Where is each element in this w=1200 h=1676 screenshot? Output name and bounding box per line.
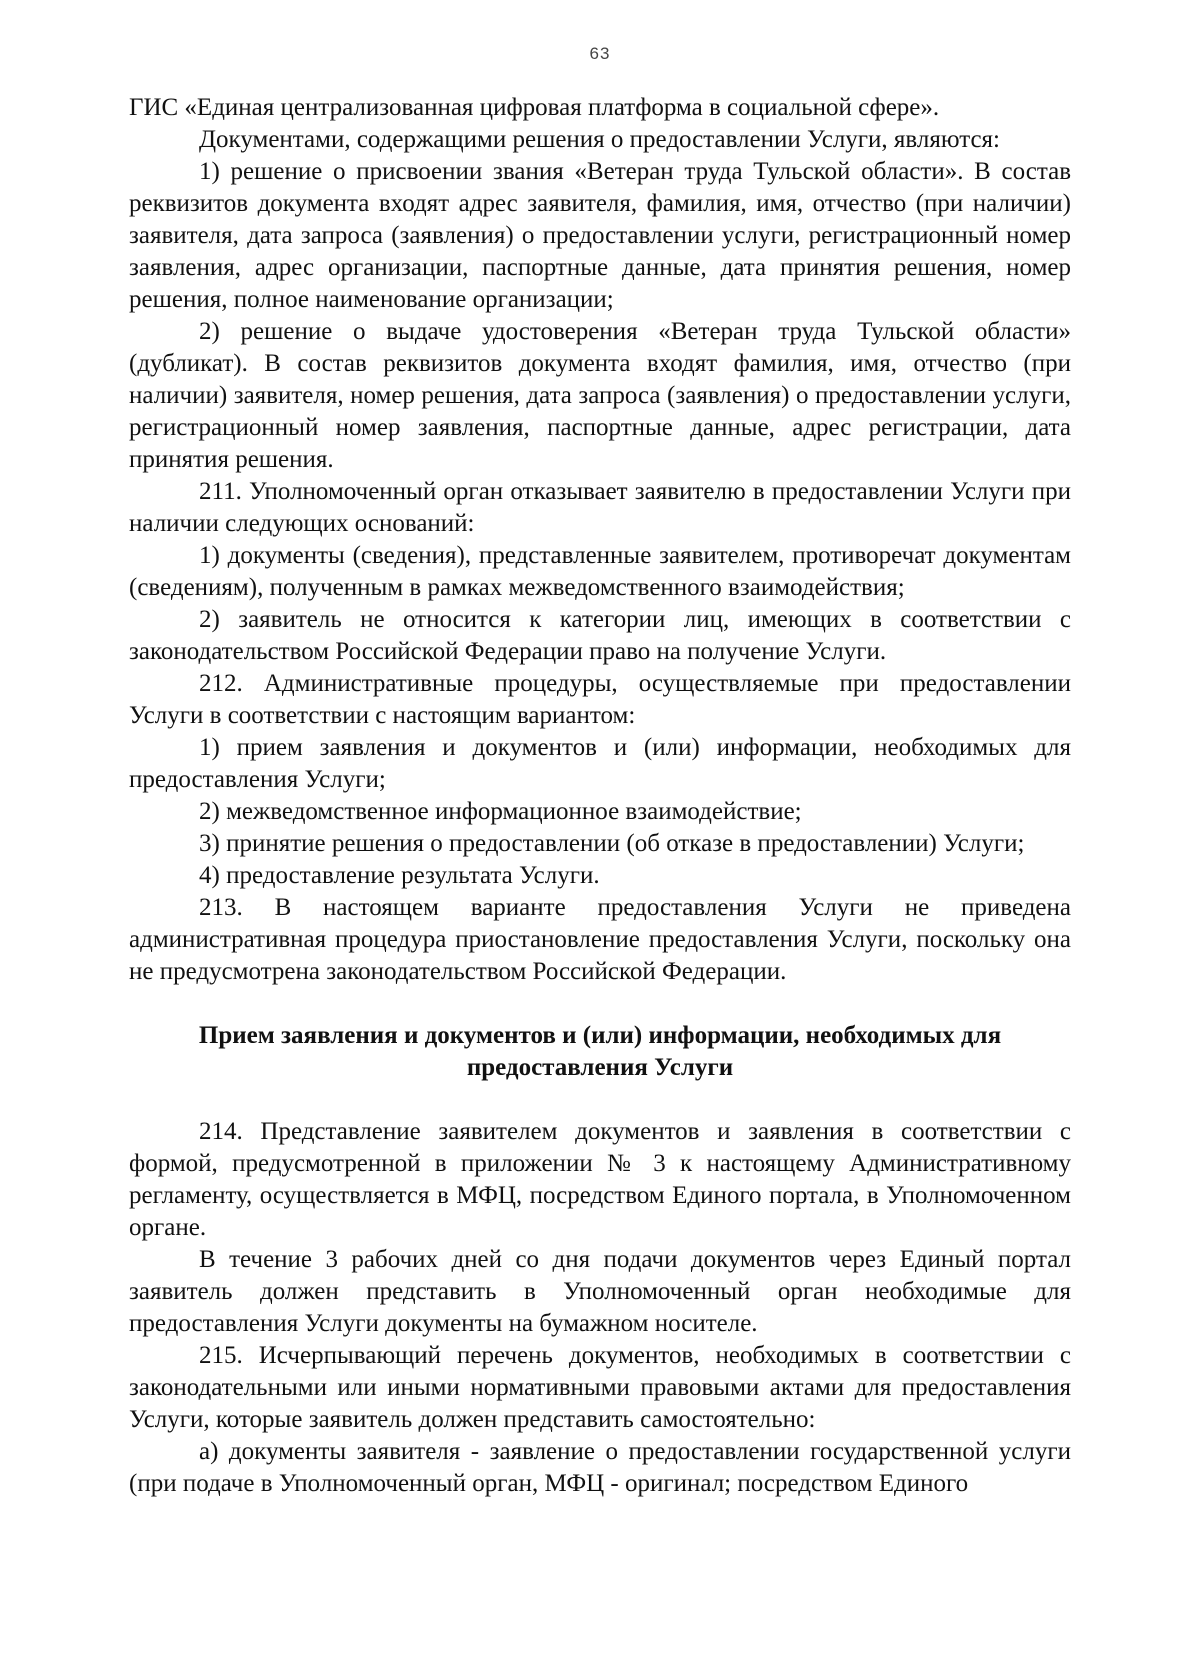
- paragraph: 1) документы (сведения), представленные заявителем, противоречат документам (сведениям), полученным в рамках межведомственного взаимодействия;: [129, 542, 1071, 601]
- paragraph: 4) предоставление результата Услуги.: [199, 862, 600, 889]
- paragraph: 2) решение о выдаче удостоверения «Ветеран труда Тульской области» (дубликат). В состав реквизитов документа входят фамилия, имя, отчество (при наличии) заявителя, номер решения, дата запроса (заявления) о предоставлении услуги, регистрационный номер заявления, паспортные данные, адрес регистрации, дата принятия решения.: [129, 318, 1071, 473]
- paragraph: В течение 3 рабочих дней со дня подачи документов через Единый портал заявитель должен представить в Уполномоченный орган необходимые для предоставления Услуги документы на бумажном носителе.: [129, 1246, 1071, 1337]
- paragraph: 2) заявитель не относится к категории лиц, имеющих в соответствии с законодательством Российской Федерации право на получение Услуги.: [129, 606, 1071, 665]
- paragraph: 214. Представление заявителем документов и заявления в соответствии с формой, предусмотренной в приложении № 3 к настоящему Административному регламенту, осуществляется в МФЦ, посредством Единого портала, в Уполномоченном органе.: [129, 1118, 1071, 1241]
- paragraph: 2) межведомственное информационное взаимодействие;: [199, 798, 802, 825]
- paragraph: 213. В настоящем варианте предоставления Услуги не приведена административная процедура приостановление предоставления Услуги, поскольку она не предусмотрена законодательством Российской Федерации.: [129, 894, 1071, 985]
- paragraph: Документами, содержащими решения о предоставлении Услуги, являются:: [199, 126, 1000, 153]
- paragraph: 1) прием заявления и документов и (или) информации, необходимых для предоставления Услуги;: [129, 734, 1071, 793]
- document-body: [129, 92, 1071, 1500]
- paragraph: ГИС «Единая централизованная цифровая платформа в социальной сфере».: [129, 94, 940, 121]
- paragraph: 1) решение о присвоении звания «Ветеран труда Тульской области». В состав реквизитов документа входят адрес заявителя, фамилия, имя, отчество (при наличии) заявителя, дата запроса (заявления) о предоставлении услуги, регистрационный номер заявления, адрес организации, паспортные данные, дата принятия решения, номер решения, полное наименование организации;: [129, 158, 1071, 313]
- paragraph: 3) принятие решения о предоставлении (об отказе в предоставлении) Услуги;: [199, 830, 1025, 857]
- paragraph: 215. Исчерпывающий перечень документов, необходимых в соответствии с законодательными или иными нормативными правовыми актами для предоставления Услуги, которые заявитель должен представить самостоятельно:: [129, 1342, 1071, 1433]
- paragraph: 212. Административные процедуры, осуществляемые при предоставлении Услуги в соответствии с настоящим вариантом:: [129, 670, 1071, 729]
- paragraph: 211. Уполномоченный орган отказывает заявителю в предоставлении Услуги при наличии следующих оснований:: [129, 478, 1071, 537]
- section-heading: Прием заявления и документов и (или) информации, необходимых для предоставления Услуги: [198, 1022, 1002, 1081]
- page-number: 63: [589, 44, 611, 63]
- paragraph: а) документы заявителя - заявление о предоставлении государственной услуги (при подаче в Уполномоченный орган, МФЦ - оригинал; посредством Единого: [129, 1438, 1071, 1497]
- paragraphs-bottom: [129, 1116, 1071, 1500]
- paragraphs-top: [129, 92, 1071, 988]
